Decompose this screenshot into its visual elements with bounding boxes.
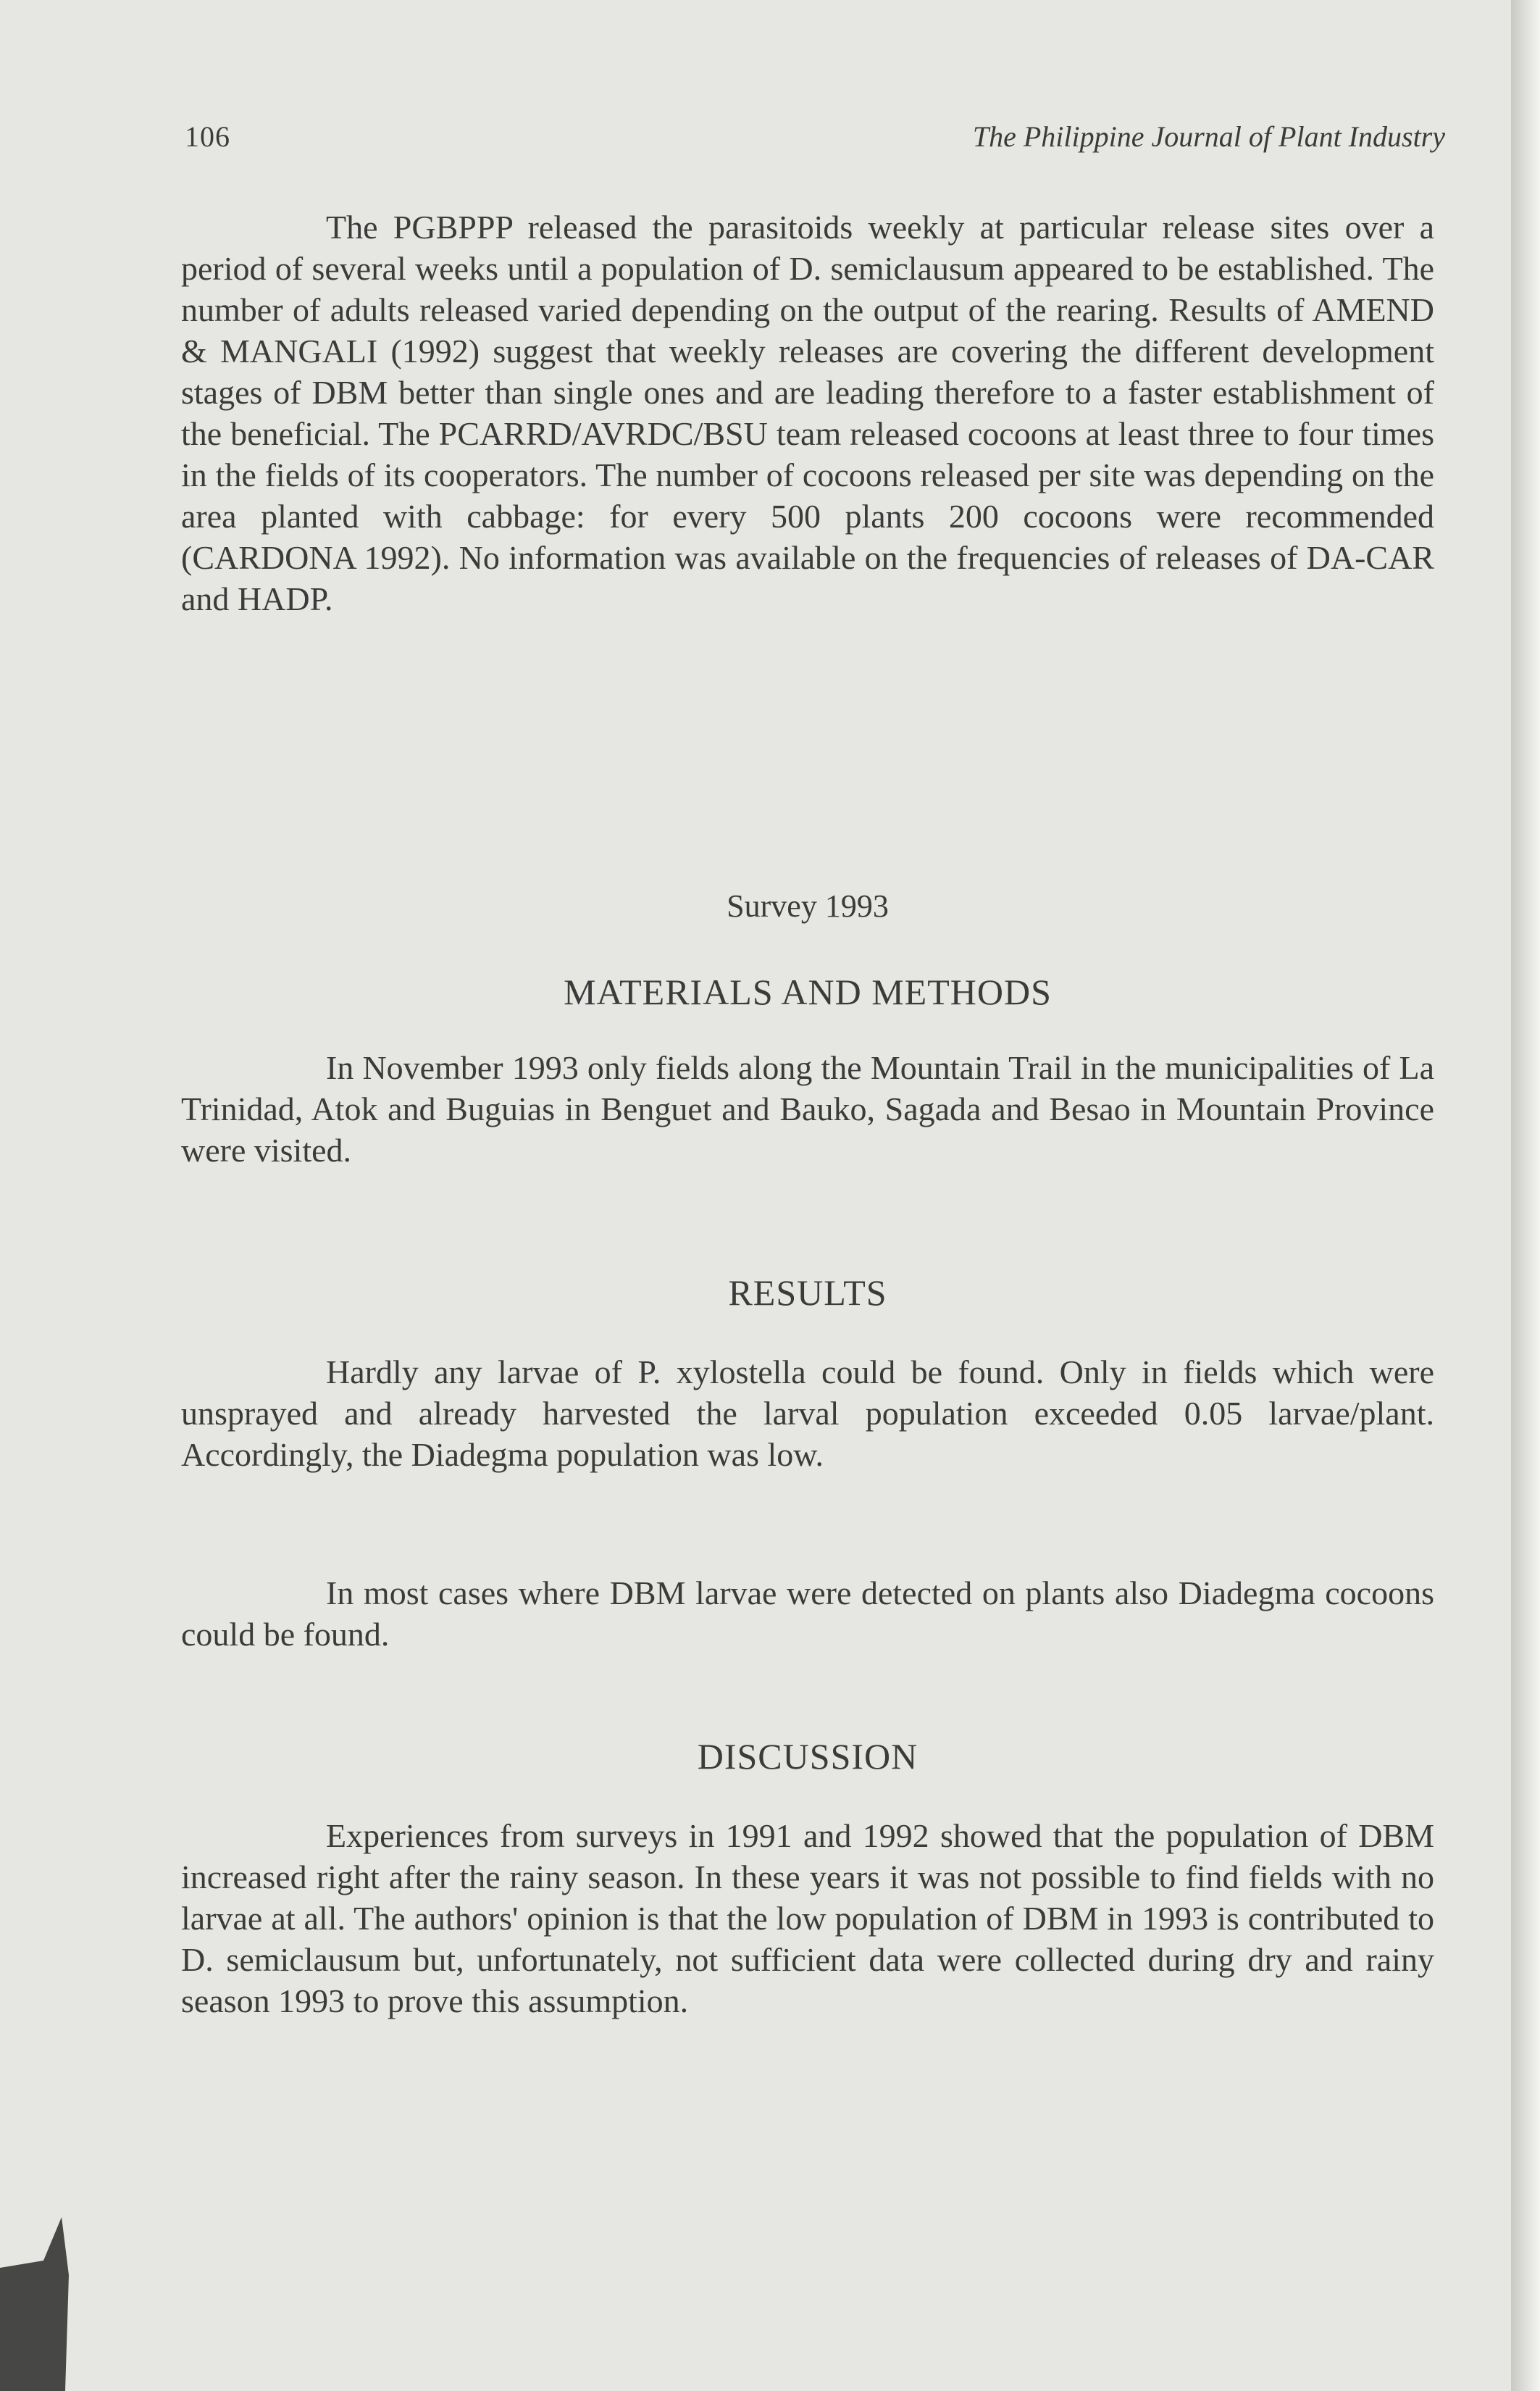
- page-number: 106: [185, 120, 230, 153]
- running-head: [185, 120, 1445, 170]
- materials-methods-heading: MATERIALS AND METHODS: [564, 972, 1052, 1012]
- results-heading: RESULTS: [728, 1272, 887, 1313]
- discussion-heading: DISCUSSION: [697, 1736, 918, 1777]
- paragraph-results-1: Hardly any larvae of P. xylostella could be found. Only in fields which were unsprayed and already harvested the larval population exceeded 0.05 larvae/plant. Accordingly, the Diadegma population was low.: [181, 1353, 1434, 1473]
- page-edge: [1511, 0, 1540, 2391]
- paragraph-release-methods: The PGBPPP released the parasitoids weekly at particular release sites over a period of several weeks until a population of D. semiclausum appeared to be established. The number of adults released varied depending on the output of the rearing. Results of AMEND & MANGALI (1992) suggest that weekly releases are covering the different development stages of DBM better than single ones and are leading therefore to a faster establishment of the beneficial. The PCARRD/AVRDC/BSU team released cocoons at least three to four times in the fields of its cooperators. The number of cocoons released per site was depending on the area planted with cabbage: for every 500 plants 200 cocoons were recommended (CARDONA 1992). No information was available on the frequencies of releases of DA-CAR and HADP.: [181, 209, 1434, 617]
- paragraph-discussion: Experiences from surveys in 1991 and 1992 showed that the population of DBM increased right after the rainy season. In these years it was not possible to find fields with no larvae at all. The authors' opinion is that the low population of DBM in 1993 is contributed to D. semiclausum but, unfortunately, not sufficient data were collected during dry and rainy season 1993 to prove this assumption.: [181, 1817, 1434, 2019]
- paragraph-materials: In November 1993 only fields along the Mountain Trail in the municipalities of La Trinidad, Atok and Buguias in Benguet and Bauko, Sagada and Besao in Mountain Province were visited.: [181, 1049, 1434, 1169]
- journal-title: The Philippine Journal of Plant Industry: [972, 120, 1445, 153]
- paragraph-results-2: In most cases where DBM larvae were detected on plants also Diadegma cocoons could be found.: [181, 1574, 1434, 1653]
- survey-subheading: Survey 1993: [727, 888, 889, 924]
- binding-mark: [0, 2174, 87, 2391]
